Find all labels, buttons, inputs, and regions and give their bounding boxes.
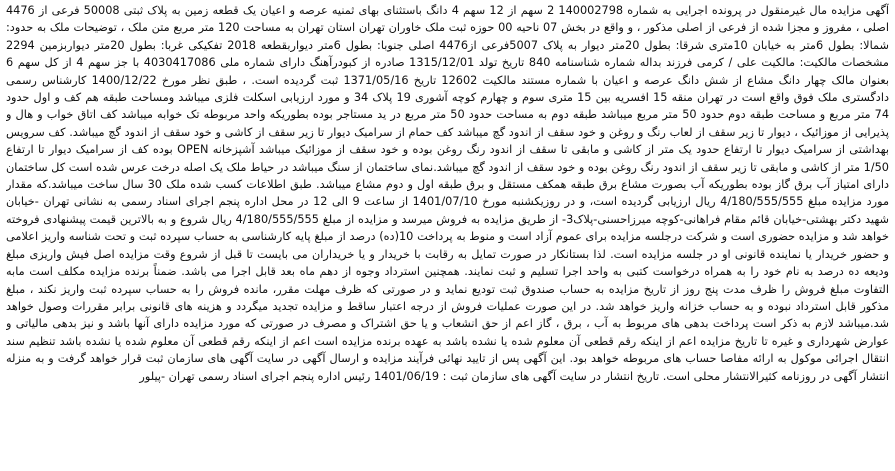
notice-body-text: آگهی مزایده مال غیرمنقول در پرونده اجرایی به شماره 140002798 2 سهم از 12 سهم 4 دانگ باستثنای بهای ثمنیه عرصه و اعیان یک قطعه زمین به پلاک ثبتی 50008 فرعی از 4476 اصلی ، مفروز و مجزا شده از فرعی از اصلی مذکور ، و واقع در بخش 07 ناحیه 00 حوزه ثبت ملک خاوران تهران استان تهران به مساحت 120 متر مربع متن ملک ، توضیحات ملک به حدود: شمالا: بطول 6متر به خیابان 10متری شرقا: بطول 20متر دیوار به پلاک 5007فرعی از4476 اصلی جنوبا: بطول 6متر دیواربقطعه 2018 تفکیکی غربا: بطول 20متر دیواربزمین 2294 مشخصات مالکیت: مالکیت علی / کرمی فرزند بداله شماره شناسنامه 840 تاریخ تولد 1315/12/01 صادره از کبودرآهنگ دارای شماره ملی 4030417086 با جز سهم 4 از کل سهم 6 بعنوان مالک چهار دانگ مشاع از شش دانگ عرصه و اعیان با شماره مستند مالکیت 12602 تاریخ 1371/05/16 ثبت گردیده است. ، طبق نظر مورخ 1400/12/22 کارشناس رسمی دادگستری ملک فوق واقع است در تهران منقه 15 افسریه بین 15 متری سوم و چهارم کوچه آشوری 19 پلاک 34 و مورد ارزیابی اسکلت فلزی میباشد ومساحت طبقه هم کف و اول حدود 74 متر مربع و مساحت طبقه دوم حدود 50 متر مربع میباشد طبقه دوم به مساحت حدود 50 متر مربع در ید مستاجر بوده بطوریکه واحد مربوطه تک خوابه میباشد کف اتاق خواب و هال و پذیرایی از موزائیک ، دیوار تا زیر سقف از لعاب رنگ و روغن و خود سقف از اندود گچ میباشد کف حمام از سرامیک دیوار تا زیر سقف از کاشی و خود سقف از اندود گچ میباشد. کف سرویس بهداشتی از سرامیک دیوار تا ارتفاع حدود یک متر از کاشی و مابقی تا سقف از اندود رنگ روغن بوده و خود سقف از موزائیک میباشد آشپزخانه OPEN بوده کف از سرامیک دیوار تا ارتفاع 1/50 متر از کاشی و مابقی تا زیر سقف از اندود رنگ روغن بوده و خود سقف از اندود گچ میباشد.نمای ساختمان از سنگ میباشد در حیاط ملک یک اصله درخت عرس شده است کل ساختمان دارای امتیاز آب برق گاز بوده بطوریکه آب بصورت مشاع برق طبقه همکف مستقل و برق طبقه اول و دوم مشاع میباشد. طبق اطلاعات کسب شده ملک 30 سال ساخت میباشد.که مقدار مورد مزایده مبلغ 4/180/555/555 ریال ارزیابی گردیده است، و در روزیکشنبه مورخ 1401/07/10 از ساعت 9 الی 12 در محل اداره پنجم اجرای اسناد رسمی به نشانی تهران -خیابان شهید دکتر بهشتی-خیابان قائم مقام فراهانی-کوچه میرزاحسنی-پلاک3- از طریق مزایده به فروش میرسد و مزایده از مبلغ 4/180/555/555 ریال شروع و به بالاترین قیمت پیشنهادی فروخته خواهد شد و مزایده حضوری است و شرکت درجلسه مزایده برای عموم آزاد است و منوط به پرداخت 10(ده) درصد از مبلغ پایه کارشناسی به حساب سپرده ثبت و تحت شناسه واریز اعلامی و حضور خریدار یا نماینده قانونی او در جلسه مزایده است. لذا بستانکار در صورت تمایل به رقابت با خریدار و یا خریداران می بایست تا قبل از شروع وقت مزایده اصل فیش واریزی مبلغ ودیعه ده درصد به نام خود را به همراه درخواست کتبی به واحد اجرا تسلیم و ثبت نمایند. همچنین استرداد وجوه از دهم ماه بعد قابل اجرا می باشد. ضمناً برنده مزایده مکلف است مابه التفاوت مبلغ فروش را ظرف مدت پنج روز از تاریخ مزایده به حساب صندوق ثبت تودیع نماید و در صورتی که ظرف مهلت مقرر، مانده فروش را به حساب سپرده ثبت واریز نکند ، مبلغ مذکور قابل استرداد نبوده و به حساب خزانه واریز خواهد شد. در این صورت عملیات فروش از درجه اعتبار ساقط و مزایده تجدید میگردد و هزینه های قانونی برابر مقررات وصول خواهد شد.میباشد لازم به ذکر است پرداخت بدهی های مربوط به آب ، برق ، گاز اعم از حق انشعاب و یا حق اشتراک و مصرف در صورتی که مورد مزایده دارای آنها باشد و نیز بدهی مالیاتی و عوارض شهرداری و غیره تا تاریخ مزایده اعم از اینکه رقم قطعی آن معلوم شده یا نشده باشد به عهده برنده مزایده است اعم از اینکه رقم قطعی آن معلوم شده یا نشده باشد تنظیم سند انتقال اجرائی موکول به ارائه مفاصا حساب های مربوطه خواهد بود. این آگهی پس از تایید نهائی فرآیند مزایده و ارسال آگهی در سایت آگهی های سازمان ثبت قرار خواهد گرفت و به منزله انتشار آگهی در روزنامه کثیرالانتشار محلی است. تاریخ انتشار در سایت آگهی های سازمان ثبت : 1401/06/19 رئیس اداره پنجم اجرای اسناد رسمی تهران -پیلور xyxy=(6,4,889,383)
auction-notice xyxy=(6,2,889,469)
